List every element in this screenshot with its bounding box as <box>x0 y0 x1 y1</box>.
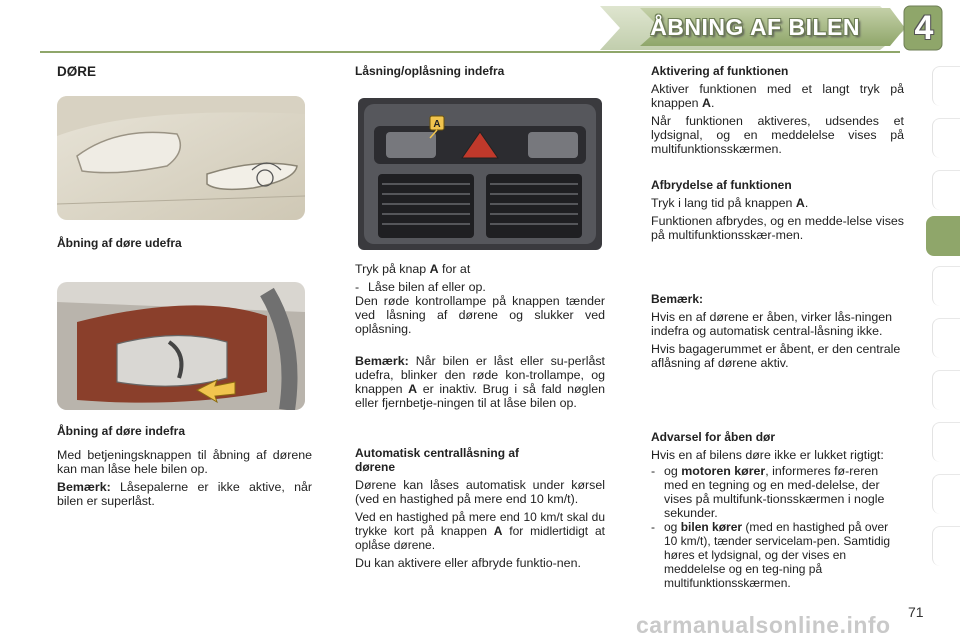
chapter-tab[interactable] <box>932 526 960 566</box>
section-title: DØRE <box>57 64 97 79</box>
dashboard-button-photo <box>358 98 602 250</box>
list-item <box>651 464 904 520</box>
press-bullets <box>355 280 605 294</box>
exterior-door-handle-photo <box>57 96 305 220</box>
note-label: Bemærk: <box>57 480 111 494</box>
note-label: Bemærk: <box>651 292 704 306</box>
press-instruction <box>355 262 605 276</box>
auto-lock-override <box>355 510 605 552</box>
warning-item-prefix: og <box>664 520 678 534</box>
warning-item-emphasis: motoren kører <box>681 464 766 478</box>
note-paragraph <box>57 480 312 508</box>
deactivation-text: Tryk i lang tid på knappen A. <box>651 196 809 210</box>
page-number: 71 <box>908 604 924 620</box>
auto-override-text-continued: for midlertidigt at oplåse dørene. <box>355 524 605 552</box>
auto-lock-toggle-text: Du kan aktivere eller afbryde funktio-nen. <box>355 556 581 570</box>
activation-key: A <box>702 96 711 110</box>
warning-item-text: (med en hastighed på over 10 km/t), tænder servicelam-pen. Samtidig høres et lydsignal, og der vises en meddelelse og en teg-ning på multifunktionsskærmen. <box>664 520 891 590</box>
note-text: Når bilen er låst eller su-perlåst udefra, blinker den røde kon-trollampe, og knappen <box>355 354 605 396</box>
warning-item-emphasis: bilen kører <box>680 520 743 534</box>
deactivation-text-body: Tryk i lang tid på knappen <box>651 196 793 210</box>
list-item <box>651 520 904 590</box>
watermark: carmanualsonline.info <box>636 612 891 638</box>
deactivation-detail: Funktionen afbrydes, og en medde-lelse vises på multifunktionsskær-men. <box>651 214 904 242</box>
chapter-tab-active[interactable] <box>926 216 960 256</box>
chapter-tab[interactable] <box>932 422 960 462</box>
chapter-tab[interactable] <box>932 118 960 158</box>
press-suffix: for at <box>442 262 471 276</box>
deactivation-key: A <box>795 196 805 210</box>
note-label: Bemærk: <box>355 354 409 368</box>
chapter-tab[interactable] <box>932 266 960 306</box>
auto-override-key: A <box>493 524 503 538</box>
warning-heading: Advarsel for åben dør <box>651 430 776 444</box>
deactivation-heading: Afbrydelse af funktionen <box>651 178 792 192</box>
note-text-continued: er inaktiv. Brug i så fald nøglen eller fjernbetje-ningen til at låse bilen op. <box>355 382 605 410</box>
warning-list <box>651 464 904 590</box>
button-a-label: A <box>433 119 441 130</box>
interior-door-handle-photo <box>57 282 305 410</box>
activation-heading: Aktivering af funktionen <box>651 64 789 78</box>
chapter-tab[interactable] <box>932 318 960 358</box>
chapter-tab[interactable] <box>932 66 960 106</box>
warning-item-prefix: og <box>664 464 678 478</box>
chapter-tab[interactable] <box>932 370 960 410</box>
indicator-text: Den røde kontrollampe på knappen tænder ved låsning af dørene og slukker ved oplåsning. <box>355 294 605 336</box>
note-text: Hvis en af dørene er åben, virker lås-ningen indefra og automatisk central-låsning ikke. <box>651 310 893 338</box>
auto-override-text: Ved en hastighed på mere end 10 km/t skal du trykke kort på knappen <box>355 510 605 538</box>
auto-lock-text: Dørene kan låses automatisk under kørsel (ved en hastighed på mere end 10 km/t). <box>355 478 605 506</box>
chapter-number: 4 <box>914 9 934 47</box>
caption-inside: Åbning af døre indefra <box>57 424 186 438</box>
warning-item-text: , informeres fø-reren med en tegning og en med-delelse, der vises på multifunk-tionsskærmen i nogle sekunder. <box>664 464 885 520</box>
note-text: Låsepalerne er ikke aktive, når bilen er superlåst. <box>57 480 312 508</box>
activation-text-body: Aktiver funktionen med et langt tryk på knappen <box>651 82 904 110</box>
list-item: - Låse bilen af eller op. <box>355 280 605 294</box>
locking-heading: Låsning/oplåsning indefra <box>355 64 505 78</box>
chapter-tab[interactable] <box>932 474 960 514</box>
page-header <box>0 0 960 56</box>
note-key: A <box>408 382 418 396</box>
page-title: ÅBNING AF BILEN <box>650 14 860 40</box>
note-paragraph <box>355 354 605 410</box>
chapter-tab[interactable] <box>932 170 960 210</box>
caption-outside: Åbning af døre udefra <box>57 236 182 250</box>
activation-detail: Når funktionen aktiveres, udsendes et lydsignal, og en meddelelse vises på multifunktionsskærmen. <box>651 114 904 156</box>
press-key: A <box>429 262 439 276</box>
note-text-trunk: Hvis bagagerummet er åbent, er den centrale aflåsning af dørene aktiv. <box>651 342 901 370</box>
press-prefix: Tryk på knap <box>355 262 427 276</box>
warning-text: Hvis en af bilens døre ikke er lukket rigtigt: <box>651 448 884 462</box>
chapter-tabs <box>926 66 960 576</box>
inside-text: Med betjeningsknappen til åbning af dørene kan man låse hele bilen op. <box>57 448 312 476</box>
activation-text: Aktiver funktionen med et langt tryk på knappen A. <box>651 82 904 110</box>
auto-lock-heading: Automatisk centrallåsning af dørene <box>355 446 520 474</box>
